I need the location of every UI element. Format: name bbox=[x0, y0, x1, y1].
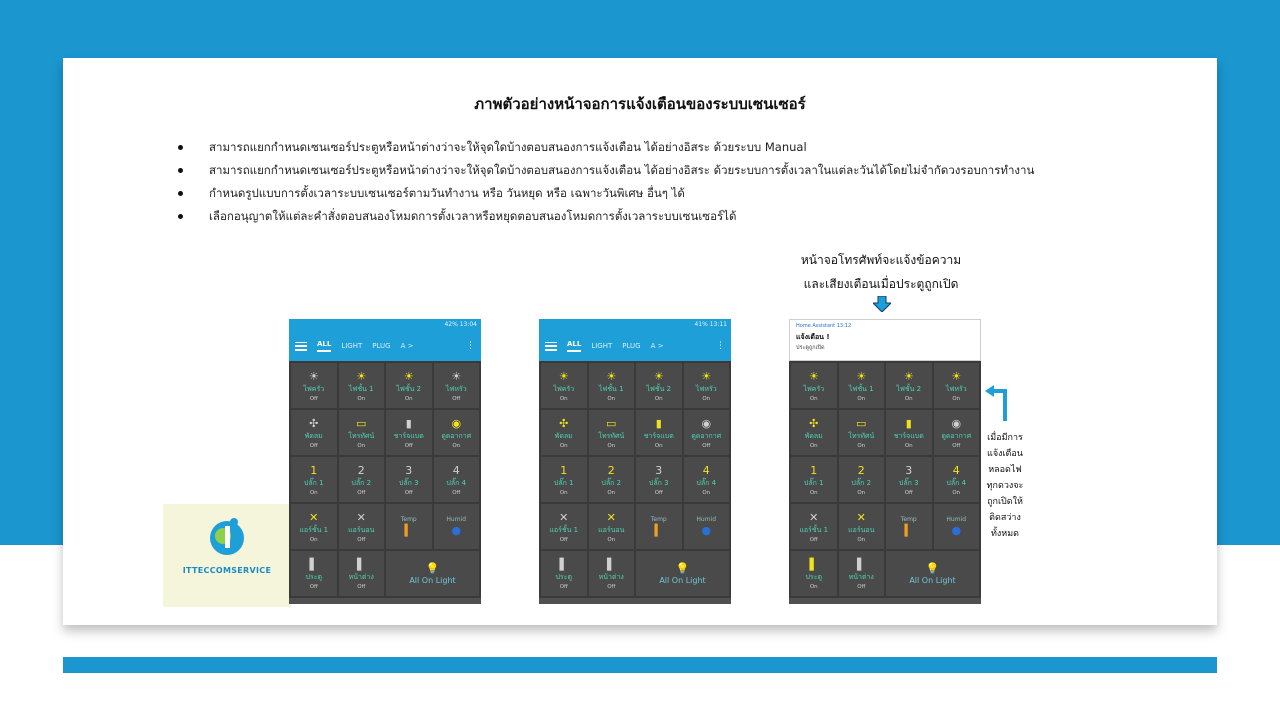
device-icon: 1 bbox=[810, 463, 818, 477]
device-state: Off bbox=[357, 583, 366, 590]
menu-icon[interactable] bbox=[545, 342, 557, 351]
device-icon: ▭ bbox=[606, 416, 617, 430]
sensor-label: Humid bbox=[446, 516, 467, 523]
device-state: On bbox=[357, 442, 366, 449]
device-icon: ✕ bbox=[606, 510, 616, 524]
menu-icon[interactable] bbox=[295, 342, 307, 351]
device-name: ไฟครัว bbox=[303, 384, 325, 393]
device-state: Off bbox=[702, 442, 711, 449]
device-tile[interactable] bbox=[339, 410, 385, 455]
tab-light[interactable]: LIGHT bbox=[591, 342, 613, 350]
device-state: On bbox=[857, 489, 866, 496]
device-icon: ✣ bbox=[309, 416, 319, 430]
device-icon: 2 bbox=[857, 463, 865, 477]
arrow-up-icon bbox=[985, 385, 1007, 423]
device-icon: ☀ bbox=[903, 369, 914, 383]
device-icon: ▭ bbox=[856, 416, 867, 430]
thermometer-icon: ▍ bbox=[904, 524, 913, 537]
tab-all[interactable]: ALL bbox=[567, 340, 581, 352]
more-vert-icon[interactable]: ⋮ bbox=[716, 341, 725, 351]
device-state: Off bbox=[559, 583, 568, 590]
device-name: ไฟครัว bbox=[553, 384, 575, 393]
humidity-sensor-tile[interactable] bbox=[684, 504, 730, 549]
device-name: ไฟชั้น 2 bbox=[396, 384, 422, 393]
device-state: On bbox=[607, 536, 616, 543]
all-on-light-button[interactable] bbox=[886, 551, 979, 596]
device-name: ปลั๊ก 4 bbox=[946, 478, 967, 487]
device-icon: ◉ bbox=[951, 416, 962, 430]
side-note-line: ทุกดวงจะ bbox=[986, 481, 1024, 491]
device-tile[interactable] bbox=[291, 551, 337, 596]
side-note-line: แจ้งเตือน bbox=[987, 449, 1023, 459]
device-icon: ☀ bbox=[308, 369, 319, 383]
device-icon: ☀ bbox=[653, 369, 664, 383]
device-name: พัดลม bbox=[304, 431, 323, 440]
device-tile[interactable] bbox=[386, 457, 432, 502]
device-icon: ▌ bbox=[559, 557, 568, 571]
device-state: On bbox=[357, 395, 366, 402]
device-name: ประตู bbox=[805, 572, 822, 581]
device-name: หน้าต่าง bbox=[348, 572, 374, 581]
device-icon: ▌ bbox=[607, 557, 616, 571]
device-state: On bbox=[857, 536, 866, 543]
tab-light[interactable]: LIGHT bbox=[341, 342, 363, 350]
app-bar bbox=[539, 331, 731, 361]
device-name: แอร์ชั้น 1 bbox=[299, 525, 329, 534]
device-name: แอร์นอน bbox=[598, 525, 625, 534]
device-name: ปลั๊ก 3 bbox=[898, 478, 919, 487]
device-name: ไฟชั้น 1 bbox=[348, 384, 374, 393]
device-icon: ▌ bbox=[309, 557, 318, 571]
bottom-accent-bar bbox=[63, 657, 1217, 673]
device-state: On bbox=[904, 442, 913, 449]
side-note-line: ถูกเปิดให้ bbox=[987, 497, 1023, 507]
slide-title: ภาพตัวอย่างหน้าจอการแจ้งเตือนของระบบเซนเซอร์ bbox=[474, 95, 806, 113]
thermometer-icon: ▍ bbox=[404, 524, 413, 537]
device-icon: 2 bbox=[607, 463, 615, 477]
device-state: Off bbox=[357, 489, 366, 496]
device-icon: ▌ bbox=[857, 557, 866, 571]
side-note-line: เมื่อมีการ bbox=[987, 433, 1023, 443]
more-vert-icon[interactable]: ⋮ bbox=[466, 341, 475, 351]
device-tile[interactable] bbox=[291, 410, 337, 455]
device-tile[interactable] bbox=[684, 363, 730, 408]
device-name: ปลั๊ก 2 bbox=[601, 478, 622, 487]
all-on-light-button[interactable] bbox=[636, 551, 729, 596]
device-state: On bbox=[809, 583, 818, 590]
device-grid bbox=[789, 361, 981, 598]
device-name: โทรทัศน์ bbox=[598, 431, 625, 440]
device-state: On bbox=[309, 536, 318, 543]
all-on-light-label: All On Light bbox=[909, 576, 956, 585]
device-icon: 1 bbox=[560, 463, 568, 477]
phone-note bbox=[781, 248, 981, 296]
device-icon: ☀ bbox=[808, 369, 819, 383]
device-tile[interactable] bbox=[339, 457, 385, 502]
device-state: On bbox=[404, 395, 413, 402]
device-tile[interactable] bbox=[934, 363, 980, 408]
device-state: On bbox=[952, 395, 961, 402]
device-icon: 4 bbox=[702, 463, 710, 477]
device-state: Off bbox=[309, 583, 318, 590]
arrow-down-icon bbox=[873, 296, 891, 312]
device-icon: 4 bbox=[952, 463, 960, 477]
device-icon: ▭ bbox=[356, 416, 367, 430]
device-tile[interactable] bbox=[541, 363, 587, 408]
device-state: Off bbox=[904, 489, 913, 496]
device-name: ปลั๊ก 3 bbox=[648, 478, 669, 487]
device-tile[interactable] bbox=[636, 410, 682, 455]
device-name: โทรทัศน์ bbox=[348, 431, 375, 440]
droplet-icon: ● bbox=[701, 524, 712, 537]
temperature-sensor-tile[interactable] bbox=[636, 504, 682, 549]
temperature-sensor-tile[interactable] bbox=[886, 504, 932, 549]
device-name: ดูดอากาศ bbox=[441, 431, 472, 440]
device-state: On bbox=[654, 442, 663, 449]
status-bar: 41% 13:11 bbox=[539, 319, 731, 331]
side-note-line: หลอดไฟ bbox=[988, 465, 1022, 475]
device-tile[interactable] bbox=[934, 457, 980, 502]
device-icon: 4 bbox=[452, 463, 460, 477]
device-name: ปลั๊ก 1 bbox=[803, 478, 824, 487]
tab-more[interactable]: A > bbox=[400, 342, 414, 350]
device-name: แอร์นอน bbox=[848, 525, 875, 534]
device-name: ดูดอากาศ bbox=[691, 431, 722, 440]
device-tile[interactable] bbox=[791, 457, 837, 502]
tab-plug[interactable]: PLUG bbox=[372, 342, 391, 350]
phone-screen-2 bbox=[539, 319, 731, 604]
device-name: ชาร์จแบต bbox=[393, 431, 424, 440]
sensor-label: Temp bbox=[900, 516, 917, 523]
all-on-light-label: All On Light bbox=[409, 576, 456, 585]
sensor-label: Temp bbox=[400, 516, 417, 523]
bulb-icon: 💡 bbox=[925, 562, 940, 575]
device-tile[interactable] bbox=[839, 457, 885, 502]
device-state: On bbox=[559, 442, 568, 449]
device-icon: 3 bbox=[655, 463, 663, 477]
device-tile[interactable] bbox=[541, 504, 587, 549]
slide-card bbox=[63, 58, 1217, 625]
device-name: ปลั๊ก 2 bbox=[851, 478, 872, 487]
device-name: พัดลม bbox=[554, 431, 573, 440]
device-tile[interactable] bbox=[934, 410, 980, 455]
device-icon: ☀ bbox=[356, 369, 367, 383]
device-state: On bbox=[857, 442, 866, 449]
bullet-list bbox=[175, 136, 1205, 228]
bullet-item: กำหนดรูปแบบการตั้งเวลาระบบเซนเซอร์ตามวันทำงาน หรือ วันหยุด หรือ เฉพาะวันพิเศษ อื่นๆ ได้ bbox=[175, 182, 1205, 205]
device-state: On bbox=[452, 442, 461, 449]
device-state: On bbox=[857, 395, 866, 402]
device-name: ชาร์จแบต bbox=[643, 431, 674, 440]
device-tile[interactable] bbox=[791, 363, 837, 408]
phone-note-line-2: และเสียงเตือนเมื่อประตูถูกเปิด bbox=[803, 277, 959, 291]
all-on-light-button[interactable] bbox=[386, 551, 479, 596]
device-tile[interactable] bbox=[541, 410, 587, 455]
device-icon: ☀ bbox=[606, 369, 617, 383]
tab-plug[interactable]: PLUG bbox=[622, 342, 641, 350]
device-icon: 3 bbox=[905, 463, 913, 477]
device-tile[interactable] bbox=[839, 504, 885, 549]
device-tile[interactable] bbox=[291, 363, 337, 408]
device-state: Off bbox=[857, 583, 866, 590]
device-name: ดูดอากาศ bbox=[941, 431, 972, 440]
thermometer-icon: ▍ bbox=[654, 524, 663, 537]
device-state: On bbox=[309, 489, 318, 496]
device-icon: ✕ bbox=[809, 510, 819, 524]
device-state: On bbox=[952, 489, 961, 496]
device-name: ปลั๊ก 4 bbox=[446, 478, 467, 487]
device-tile[interactable] bbox=[886, 410, 932, 455]
device-name: ประตู bbox=[305, 572, 322, 581]
device-state: Off bbox=[452, 489, 461, 496]
device-icon: 2 bbox=[357, 463, 365, 477]
device-tile[interactable] bbox=[339, 363, 385, 408]
device-state: On bbox=[559, 395, 568, 402]
device-tile[interactable] bbox=[589, 504, 635, 549]
device-tile[interactable] bbox=[886, 457, 932, 502]
device-tile[interactable] bbox=[791, 410, 837, 455]
device-tile[interactable] bbox=[541, 551, 587, 596]
device-state: Off bbox=[357, 536, 366, 543]
droplet-icon: ● bbox=[951, 524, 962, 537]
device-name: ชาร์จแบต bbox=[893, 431, 924, 440]
device-name: ไฟครัว bbox=[803, 384, 825, 393]
device-tile[interactable] bbox=[541, 457, 587, 502]
device-icon: 1 bbox=[310, 463, 318, 477]
device-state: On bbox=[559, 489, 568, 496]
notification-body: ประตูถูกเปิด bbox=[796, 345, 825, 351]
device-name: แอร์นอน bbox=[348, 525, 375, 534]
bulb-icon: 💡 bbox=[675, 562, 690, 575]
device-tile[interactable] bbox=[636, 363, 682, 408]
device-icon: ◉ bbox=[451, 416, 462, 430]
bulb-icon: 💡 bbox=[425, 562, 440, 575]
logo-text: ITTECCOMSERVICE bbox=[182, 566, 272, 575]
device-icon: ✣ bbox=[809, 416, 819, 430]
device-icon: ☀ bbox=[701, 369, 712, 383]
device-icon: ☀ bbox=[951, 369, 962, 383]
company-logo bbox=[163, 504, 291, 607]
device-state: On bbox=[607, 489, 616, 496]
device-icon: ◉ bbox=[701, 416, 712, 430]
device-name: โทรทัศน์ bbox=[848, 431, 875, 440]
device-tile[interactable] bbox=[434, 363, 480, 408]
status-bar: 42% 13:04 bbox=[289, 319, 481, 331]
device-icon: ▌ bbox=[809, 557, 818, 571]
device-icon: ✕ bbox=[559, 510, 569, 524]
device-tile[interactable] bbox=[589, 551, 635, 596]
sensor-label: Temp bbox=[650, 516, 667, 523]
device-tile[interactable] bbox=[589, 410, 635, 455]
device-tile[interactable] bbox=[589, 457, 635, 502]
device-state: On bbox=[607, 442, 616, 449]
device-state: Off bbox=[809, 536, 818, 543]
device-state: Off bbox=[309, 442, 318, 449]
device-name: ไฟชั้น 2 bbox=[646, 384, 672, 393]
device-icon: ✕ bbox=[356, 510, 366, 524]
device-name: หน้าต่าง bbox=[598, 572, 624, 581]
tab-all[interactable]: ALL bbox=[317, 340, 331, 352]
device-tile[interactable] bbox=[386, 363, 432, 408]
side-note-line: ทั้งหมด bbox=[990, 529, 1020, 539]
device-state: On bbox=[809, 442, 818, 449]
device-state: Off bbox=[559, 536, 568, 543]
device-tile[interactable] bbox=[839, 363, 885, 408]
app-bar bbox=[289, 331, 481, 361]
device-icon: ✣ bbox=[559, 416, 569, 430]
phone-screen-3 bbox=[789, 319, 981, 604]
device-tile[interactable] bbox=[434, 457, 480, 502]
device-state: Off bbox=[952, 442, 961, 449]
device-tile[interactable] bbox=[434, 410, 480, 455]
device-name: ประตู bbox=[555, 572, 572, 581]
device-tile[interactable] bbox=[339, 551, 385, 596]
device-icon: ▌ bbox=[357, 557, 366, 571]
device-name: แอร์ชั้น 1 bbox=[799, 525, 829, 534]
bullet-item: สามารถแยกกำหนดเซนเซอร์ประตูหรือหน้าต่างว่าจะให้จุดใดบ้างตอบสนองการแจ้งเตือน ได้อย่างอิสระ ด้วยระบบ Manual bbox=[175, 136, 1205, 159]
device-name: ปลั๊ก 4 bbox=[696, 478, 717, 487]
device-state: On bbox=[702, 489, 711, 496]
device-name: ไฟหรัว bbox=[695, 384, 717, 393]
device-tile[interactable] bbox=[291, 504, 337, 549]
side-note-line: ติดสว่าง bbox=[989, 513, 1021, 523]
device-state: On bbox=[904, 395, 913, 402]
sensor-label: Humid bbox=[696, 516, 717, 523]
device-icon: ▮ bbox=[655, 416, 662, 430]
bullet-item: สามารถแยกกำหนดเซนเซอร์ประตูหรือหน้าต่างว่าจะให้จุดใดบ้างตอบสนองการแจ้งเตือน ได้อย่างอิสระ ด้วยระบบการตั้งเวลาในแต่ละวันได้โดยไม่จำกัดวงรอบการทำงาน bbox=[175, 159, 1205, 182]
notification-banner[interactable] bbox=[789, 319, 981, 361]
device-tile[interactable] bbox=[291, 457, 337, 502]
device-tile[interactable] bbox=[886, 363, 932, 408]
droplet-icon: ● bbox=[451, 524, 462, 537]
device-tile[interactable] bbox=[684, 457, 730, 502]
device-icon: ☀ bbox=[558, 369, 569, 383]
device-icon: ▮ bbox=[405, 416, 412, 430]
device-tile[interactable] bbox=[839, 551, 885, 596]
phone-screen-1 bbox=[289, 319, 481, 604]
notification-title: แจ้งเตือน ! bbox=[796, 333, 830, 341]
logo-icon bbox=[163, 504, 291, 564]
device-name: ไฟหรัว bbox=[945, 384, 967, 393]
device-state: On bbox=[654, 395, 663, 402]
device-state: On bbox=[809, 395, 818, 402]
device-name: ไฟหรัว bbox=[445, 384, 467, 393]
device-tile[interactable] bbox=[589, 363, 635, 408]
device-name: แอร์ชั้น 1 bbox=[549, 525, 579, 534]
humidity-sensor-tile[interactable] bbox=[934, 504, 980, 549]
device-state: Off bbox=[404, 489, 413, 496]
device-state: On bbox=[702, 395, 711, 402]
device-state: On bbox=[607, 395, 616, 402]
sensor-label: Humid bbox=[946, 516, 967, 523]
tab-more[interactable]: A > bbox=[650, 342, 664, 350]
device-grid bbox=[539, 361, 731, 598]
bullet-item: เลือกอนุญาตให้แต่ละคำสั่งตอบสนองโหมดการตั้งเวลาหรือหยุดตอบสนองโหมดการตั้งเวลาระบบเซนเซอร์ได้ bbox=[175, 205, 1205, 228]
device-name: ปลั๊ก 1 bbox=[303, 478, 324, 487]
device-state: On bbox=[809, 489, 818, 496]
device-tile[interactable] bbox=[839, 410, 885, 455]
device-state: Off bbox=[452, 395, 461, 402]
device-grid bbox=[289, 361, 481, 598]
device-icon: ☀ bbox=[451, 369, 462, 383]
device-name: หน้าต่าง bbox=[848, 572, 874, 581]
device-state: Off bbox=[607, 583, 616, 590]
device-name: ไฟชั้น 1 bbox=[598, 384, 624, 393]
device-state: Off bbox=[654, 489, 663, 496]
device-tile[interactable] bbox=[339, 504, 385, 549]
device-icon: ☀ bbox=[403, 369, 414, 383]
device-name: ปลั๊ก 3 bbox=[398, 478, 419, 487]
device-tile[interactable] bbox=[684, 410, 730, 455]
device-tile[interactable] bbox=[636, 457, 682, 502]
all-on-light-label: All On Light bbox=[659, 576, 706, 585]
humidity-sensor-tile[interactable] bbox=[434, 504, 480, 549]
device-icon: ✕ bbox=[856, 510, 866, 524]
device-name: ปลั๊ก 1 bbox=[553, 478, 574, 487]
device-tile[interactable] bbox=[386, 410, 432, 455]
device-name: พัดลม bbox=[804, 431, 823, 440]
device-icon: ☀ bbox=[856, 369, 867, 383]
side-note bbox=[979, 430, 1031, 542]
device-name: ปลั๊ก 2 bbox=[351, 478, 372, 487]
device-state: Off bbox=[404, 442, 413, 449]
device-icon: ✕ bbox=[309, 510, 319, 524]
notification-app: Home Assistant 13:12 bbox=[796, 323, 852, 329]
device-icon: 3 bbox=[405, 463, 413, 477]
device-name: ไฟชั้น 2 bbox=[896, 384, 922, 393]
device-name: ไฟชั้น 1 bbox=[848, 384, 874, 393]
device-tile[interactable] bbox=[791, 504, 837, 549]
temperature-sensor-tile[interactable] bbox=[386, 504, 432, 549]
device-icon: ▮ bbox=[905, 416, 912, 430]
device-tile[interactable] bbox=[791, 551, 837, 596]
device-state: Off bbox=[309, 395, 318, 402]
phone-note-line-1: หน้าจอโทรศัพท์จะแจ้งข้อความ bbox=[800, 253, 962, 267]
